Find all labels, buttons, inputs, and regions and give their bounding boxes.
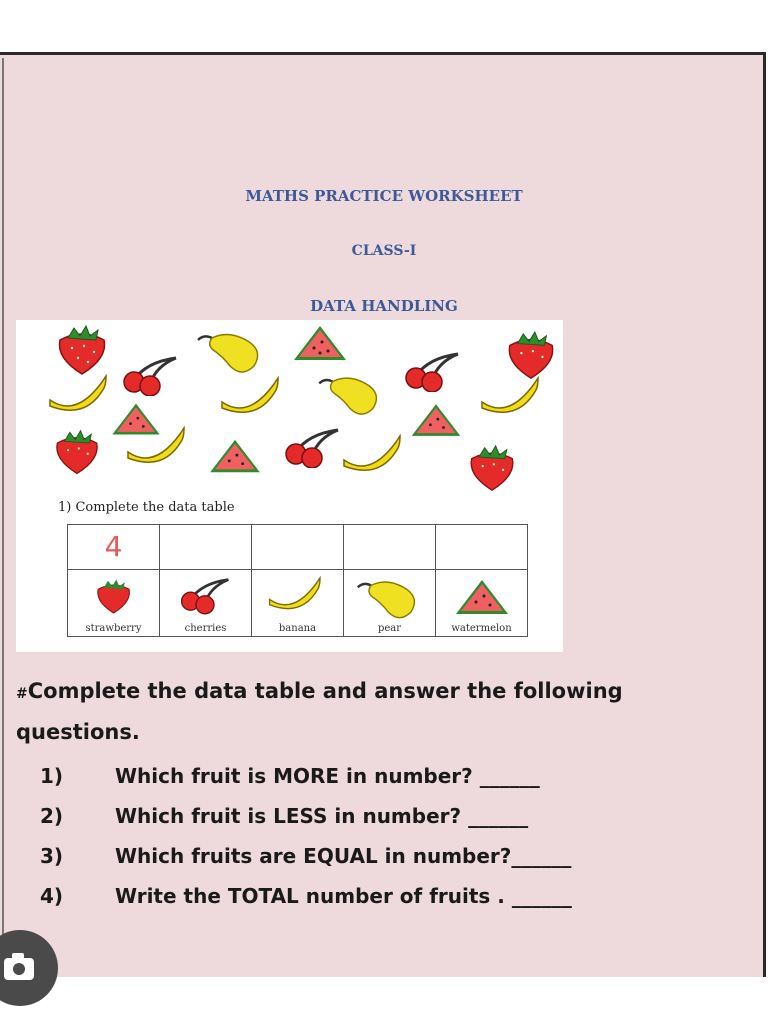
watermelon-icon xyxy=(436,574,527,620)
worksheet-title: MATHS PRACTICE WORKSHEET xyxy=(245,187,523,205)
tally-example: 4 xyxy=(104,530,123,563)
count-cell-strawberry[interactable] xyxy=(68,525,160,570)
watermelon-icon xyxy=(206,436,264,478)
label-banana: banana xyxy=(278,623,317,634)
question-number: 4) xyxy=(40,884,64,908)
banana-icon xyxy=(340,434,402,478)
data-table xyxy=(67,524,528,637)
banana-icon xyxy=(124,426,186,470)
question-text: Which fruits are EQUAL in number?______ xyxy=(115,844,572,868)
count-cell-pear[interactable] xyxy=(344,525,436,570)
pear-icon xyxy=(194,326,264,376)
strawberry-icon xyxy=(52,428,102,476)
topic-heading: DATA HANDLING xyxy=(310,297,458,315)
label-strawberry: strawberry xyxy=(85,623,142,634)
label-watermelon: watermelon xyxy=(451,623,512,634)
strawberry-icon xyxy=(504,330,558,380)
strawberry-icon xyxy=(54,324,110,376)
pear-icon xyxy=(314,370,384,418)
banana-icon xyxy=(252,574,343,620)
task-text: Complete the data table and answer the following questions. xyxy=(16,679,623,744)
hash-mark: # xyxy=(16,686,28,702)
cherries-icon xyxy=(160,574,251,620)
class-label: CLASS-I xyxy=(351,243,417,259)
question-number: 2) xyxy=(40,804,64,828)
cherries-icon xyxy=(120,354,180,396)
exercise-instruction: 1) Complete the data table xyxy=(58,500,235,515)
task-instruction xyxy=(16,672,696,751)
question-text: Write the TOTAL number of fruits . ______ xyxy=(115,884,572,908)
question-text: Which fruit is LESS in number? ______ xyxy=(115,804,529,828)
camera-button[interactable] xyxy=(0,930,58,1006)
fruit-cell-banana xyxy=(252,570,344,637)
count-cell-watermelon[interactable] xyxy=(436,525,528,570)
fruit-cell-pear xyxy=(344,570,436,637)
fruit-cell-strawberry xyxy=(68,570,160,637)
question-text: Which fruit is MORE in number? ______ xyxy=(115,764,540,788)
strawberry-icon xyxy=(466,444,518,492)
count-cell-banana[interactable] xyxy=(252,525,344,570)
cherries-icon xyxy=(402,350,462,392)
label-cherries: cherries xyxy=(184,623,227,634)
count-cell-cherries[interactable] xyxy=(160,525,252,570)
watermelon-icon xyxy=(290,322,350,366)
label-pear: pear xyxy=(377,623,402,634)
question-number: 3) xyxy=(40,844,64,868)
fruit-cell-watermelon xyxy=(436,570,528,637)
strawberry-icon xyxy=(68,574,159,620)
question-number: 1) xyxy=(40,764,64,788)
top-margin xyxy=(0,0,768,50)
banana-icon xyxy=(46,374,108,418)
cherries-icon xyxy=(282,426,342,468)
banana-icon xyxy=(478,376,540,420)
camera-icon xyxy=(0,930,58,1006)
banana-icon xyxy=(218,376,280,420)
pear-icon xyxy=(344,574,435,620)
watermelon-icon xyxy=(408,400,464,442)
fruit-cell-cherries xyxy=(160,570,252,637)
